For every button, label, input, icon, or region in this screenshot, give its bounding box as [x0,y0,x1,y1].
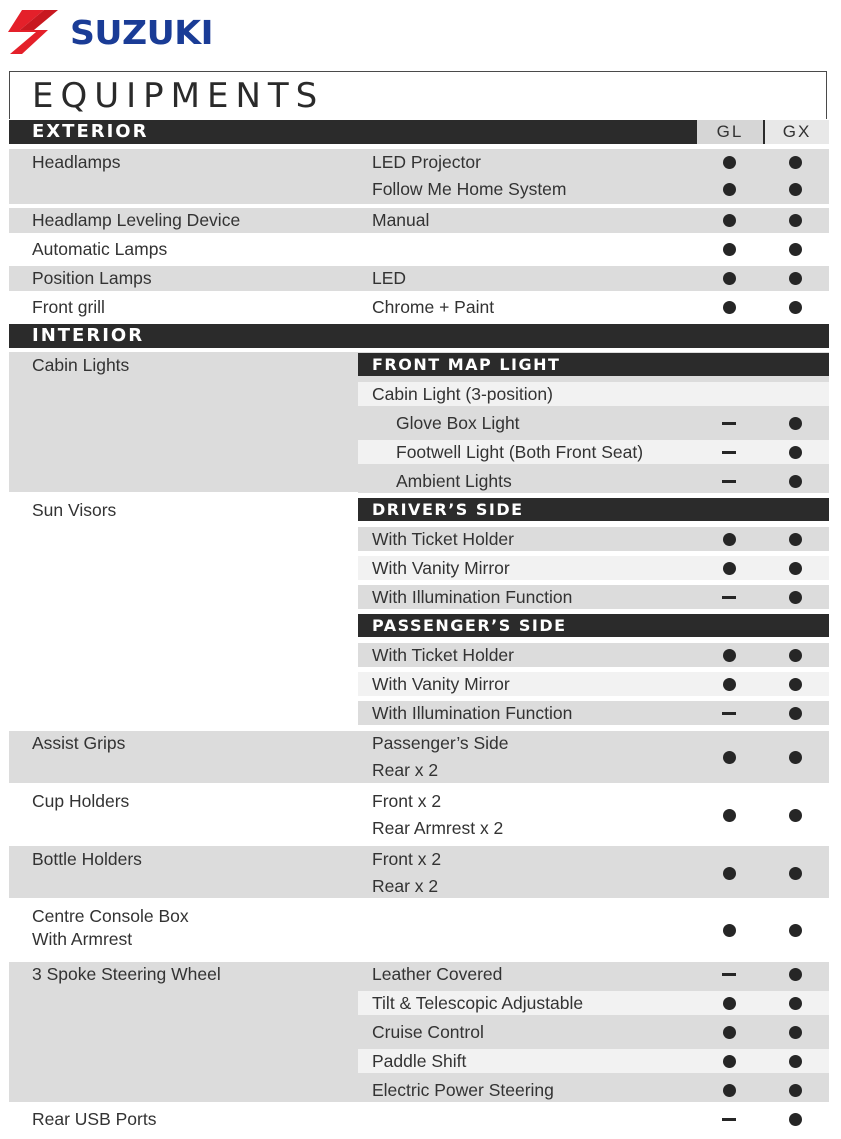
gl-not-available-dash-icon [722,451,736,454]
spec-label: Front x 2 [372,849,442,869]
spec-label-line2: Rear x 2 [372,876,439,896]
feature-label: Bottle Holders [32,849,142,869]
gx-standard-dot-icon [789,678,802,691]
spec-label-line2: Rear x 2 [372,760,439,780]
column-header-gx: GX [765,120,829,144]
gl-standard-dot-icon [723,924,736,937]
section-label-interior: INTERIOR [32,325,145,346]
gx-standard-dot-icon [789,272,802,285]
spec-label: Manual [372,210,430,230]
gx-standard-dot-icon [789,707,802,720]
gl-standard-dot-icon [723,156,736,169]
title-box [9,71,827,119]
gx-standard-dot-icon [789,562,802,575]
spec-label: Chrome + Paint [372,297,495,317]
gl-standard-dot-icon [723,751,736,764]
gl-standard-dot-icon [723,1084,736,1097]
gl-standard-dot-icon [723,183,736,196]
gl-standard-dot-icon [723,1026,736,1039]
sub-heading-label: PASSENGER’S SIDE [372,616,567,635]
spec-label: LED [372,268,407,288]
spec-label: LED Projector [372,152,481,172]
spec-label: With Vanity Mirror [372,558,510,578]
spec-label: Paddle Shift [372,1051,467,1071]
feature-label: Cup Holders [32,791,130,811]
feature-label: Sun Visors [32,500,117,520]
gx-standard-dot-icon [789,591,802,604]
brand-name: SUZUKI [70,12,213,52]
gl-not-available-dash-icon [722,596,736,599]
gx-standard-dot-icon [789,1055,802,1068]
gx-standard-dot-icon [789,475,802,488]
spec-label: With Ticket Holder [372,529,514,549]
sub-heading-label: DRIVER’S SIDE [372,500,524,519]
gl-standard-dot-icon [723,649,736,662]
spec-label: Tilt & Telescopic Adjustable [372,993,584,1013]
gl-standard-dot-icon [723,997,736,1010]
spec-label: Follow Me Home System [372,179,567,199]
feature-label: Front grill [32,297,105,317]
gx-standard-dot-icon [789,183,802,196]
gx-standard-dot-icon [789,924,802,937]
gl-not-available-dash-icon [722,712,736,715]
page-title: EQUIPMENTS [32,76,325,116]
gx-standard-dot-icon [789,446,802,459]
gl-standard-dot-icon [723,678,736,691]
feature-label: 3 Spoke Steering Wheel [32,964,221,984]
sub-heading-label: FRONT MAP LIGHT [372,355,561,374]
gl-standard-dot-icon [723,867,736,880]
gl-standard-dot-icon [723,272,736,285]
gx-standard-dot-icon [789,751,802,764]
gl-not-available-dash-icon [722,1118,736,1121]
spec-label: Glove Box Light [396,413,520,433]
feature-label: Rear USB Ports [32,1109,157,1129]
gl-not-available-dash-icon [722,480,736,483]
section-label-exterior: EXTERIOR [32,121,149,142]
spec-label: Electric Power Steering [372,1080,554,1100]
gx-standard-dot-icon [789,1084,802,1097]
sub-heading [358,353,829,376]
spec-label: With Ticket Holder [372,645,514,665]
spec-label: Front x 2 [372,791,442,811]
sub-heading [358,498,829,521]
gl-standard-dot-icon [723,562,736,575]
gx-standard-dot-icon [789,968,802,981]
spec-label: With Illumination Function [372,703,573,723]
gx-standard-dot-icon [789,214,802,227]
gl-not-available-dash-icon [722,422,736,425]
gx-standard-dot-icon [789,301,802,314]
gx-standard-dot-icon [789,417,802,430]
gx-standard-dot-icon [789,997,802,1010]
column-header-gl: GL [697,120,763,144]
feature-label: Position Lamps [32,268,152,288]
gx-standard-dot-icon [789,156,802,169]
spec-label: Cruise Control [372,1022,484,1042]
suzuki-logo [8,8,213,56]
spec-label: Footwell Light (Both Front Seat) [396,442,644,462]
gl-standard-dot-icon [723,533,736,546]
gx-standard-dot-icon [789,809,802,822]
spec-label: Passenger’s Side [372,733,509,753]
feature-label: Cabin Lights [32,355,130,375]
gl-standard-dot-icon [723,301,736,314]
sub-heading [358,614,829,637]
gl-standard-dot-icon [723,809,736,822]
section-header-exterior [9,120,829,144]
feature-label-line2: With Armrest [32,929,133,949]
gl-standard-dot-icon [723,1055,736,1068]
section-header-interior [9,324,829,348]
spec-label: Leather Covered [372,964,503,984]
feature-label: Headlamps [32,152,121,172]
spec-label: Ambient Lights [396,471,512,491]
gx-standard-dot-icon [789,243,802,256]
feature-label: Headlamp Leveling Device [32,210,241,230]
spec-label-line2: Rear Armrest x 2 [372,818,504,838]
gx-standard-dot-icon [789,867,802,880]
feature-label: Automatic Lamps [32,239,168,259]
suzuki-s-mark-icon [8,8,60,56]
gx-standard-dot-icon [789,533,802,546]
gx-standard-dot-icon [789,649,802,662]
feature-label: Assist Grips [32,733,126,753]
feature-label: Centre Console Box [32,906,189,926]
gx-standard-dot-icon [789,1113,802,1126]
spec-label: With Vanity Mirror [372,674,510,694]
spec-label: With Illumination Function [372,587,573,607]
gl-standard-dot-icon [723,243,736,256]
gl-not-available-dash-icon [722,973,736,976]
spec-label: Cabin Light (3-position) [372,384,553,404]
gl-standard-dot-icon [723,214,736,227]
gx-standard-dot-icon [789,1026,802,1039]
